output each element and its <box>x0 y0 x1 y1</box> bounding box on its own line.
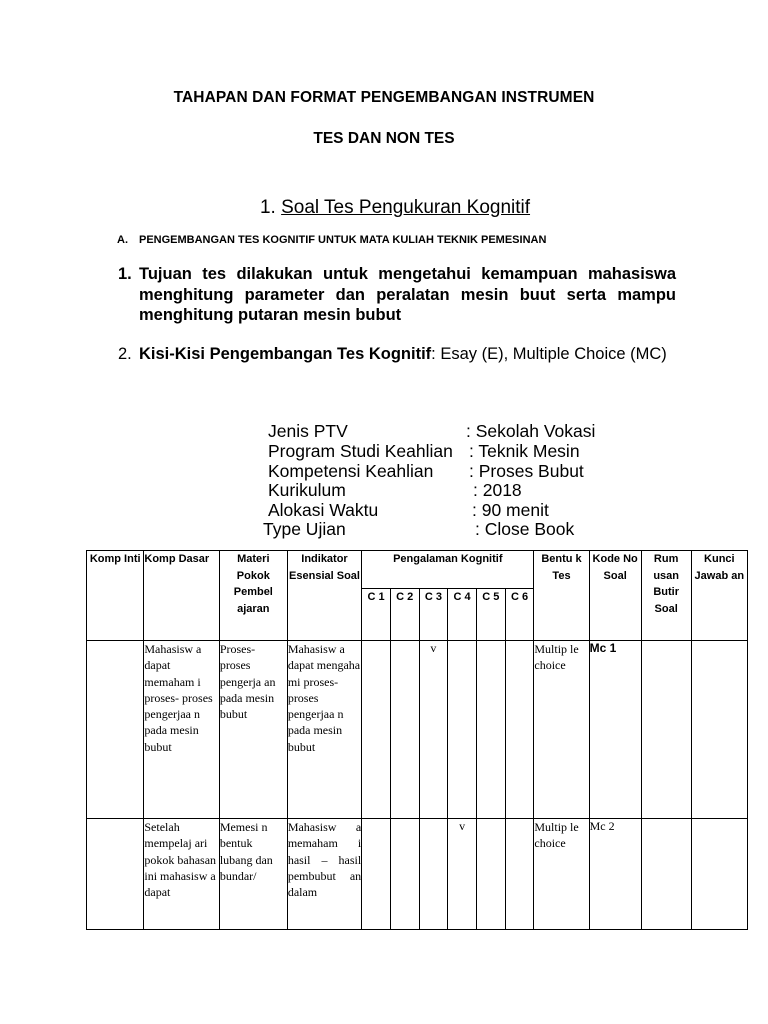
cell-c4 <box>448 641 477 819</box>
list-item-2-text <box>139 344 676 365</box>
cell-bentuk: Multip le choice <box>534 641 589 819</box>
cell-kunci <box>691 641 747 819</box>
header-materi: Materi Pokok Pembel ajaran <box>219 551 287 641</box>
cell-materi: Proses- proses pengerja an pada mesin bubut <box>219 641 287 819</box>
info-label-kompetensi: Kompetensi Keahlian <box>268 461 434 481</box>
header-indikator: Indikator Esensial Soal <box>287 551 361 641</box>
info-label-alokasi: Alokasi Waktu <box>268 500 379 520</box>
header-c5: C 5 <box>476 589 505 641</box>
info-value-jenis: : Sekolah Vokasi <box>466 421 596 441</box>
cell-kode <box>589 641 641 819</box>
info-label-kurikulum: Kurikulum <box>268 480 346 500</box>
table-row <box>87 819 748 930</box>
section-title: Soal Tes Pengukuran Kognitif <box>281 197 531 218</box>
cell-indikator: Mahasisw a memaham i hasil – hasil pembubut an dalam <box>287 819 361 930</box>
cell-c2 <box>390 819 419 930</box>
info-value-type: : Close Book <box>475 519 575 539</box>
instrument-table <box>86 550 748 930</box>
cell-c6 <box>505 641 534 819</box>
info-label-type: Type Ujian <box>263 519 346 539</box>
cell-c1 <box>362 641 391 819</box>
list-item-1-number: 1. <box>118 265 132 283</box>
header-c6: C 6 <box>505 589 534 641</box>
header-c2: C 2 <box>390 589 419 641</box>
cell-rumusan <box>641 819 691 930</box>
cell-komp-inti <box>87 819 144 930</box>
header-bentuk: Bentu k Tes <box>534 551 589 641</box>
document-title: TAHAPAN DAN FORMAT PENGEMBANGAN INSTRUMEN <box>173 89 595 106</box>
header-pengalaman: Pengalaman Kognitif <box>362 551 534 589</box>
cell-c4: v <box>448 819 477 930</box>
info-value-alokasi: : 90 menit <box>472 500 549 520</box>
cell-c3: v <box>419 641 448 819</box>
header-c4: C 4 <box>448 589 477 641</box>
header-komp-inti: Komp Inti <box>87 551 144 641</box>
header-kode: Kode No Soal <box>589 551 641 641</box>
cell-bentuk: Multip le choice <box>534 819 589 930</box>
section-number: 1. <box>259 197 276 218</box>
cell-c5 <box>476 641 505 819</box>
document-subtitle: TES DAN NON TES <box>313 130 455 147</box>
list-item-2-number: 2. <box>118 345 132 363</box>
cell-komp-dasar: Setelah mempelaj ari pokok bahasan ini mahasisw a dapat <box>144 819 219 930</box>
header-c1: C 1 <box>362 589 391 641</box>
list-item-2-rest: : Esay (E), Multiple Choice (MC) <box>431 345 667 363</box>
list-item-1 <box>118 264 676 326</box>
cell-indikator: Mahasisw a dapat mengaha mi proses- proses pengerjaa n pada mesin bubut <box>287 641 361 819</box>
sub-heading-text: PENGEMBANGAN TES KOGNITIF UNTUK MATA KULIAH TEKNIK PEMESINAN <box>139 234 547 246</box>
cell-materi: Memesi n bentuk lubang dan bundar/ <box>219 819 287 930</box>
header-komp-dasar: Komp Dasar <box>144 551 219 641</box>
cell-rumusan <box>641 641 691 819</box>
info-value-prodi: : Teknik Mesin <box>469 441 580 461</box>
header-kunci: Kunci Jawab an <box>691 551 747 641</box>
info-value-kurikulum: : 2018 <box>473 480 522 500</box>
section-heading <box>0 197 768 219</box>
cell-kode: Mc 2 <box>589 819 641 930</box>
cell-komp-inti <box>87 641 144 819</box>
cell-kunci <box>691 819 747 930</box>
cell-c3 <box>419 819 448 930</box>
header-rumusan: Rum usan Butir Soal <box>641 551 691 641</box>
info-label-jenis: Jenis PTV <box>268 421 348 441</box>
cell-c2 <box>390 641 419 819</box>
info-label-prodi: Program Studi Keahlian <box>268 441 453 461</box>
list-item-1-text: Tujuan tes dilakukan untuk mengetahui kemampuan mahasiswa menghitung parameter dan peralatan mesin buut serta mampu menghitung putaran mesin bubut <box>139 265 676 324</box>
cell-c1 <box>362 819 391 930</box>
list-item-2 <box>118 344 676 365</box>
cell-c6 <box>505 819 534 930</box>
header-c3: C 3 <box>419 589 448 641</box>
cell-kode-text: Mc 1 <box>589 641 617 655</box>
sub-heading-label: A. <box>117 234 128 246</box>
sub-heading <box>117 234 546 246</box>
table-row <box>87 641 748 819</box>
info-value-kompetensi: : Proses Bubut <box>469 461 584 481</box>
cell-c5 <box>476 819 505 930</box>
list-item-2-bold: Kisi-Kisi Pengembangan Tes Kognitif <box>139 345 432 363</box>
cell-komp-dasar: Mahasisw a dapat memaham i proses- proses pengerjaa n pada mesin bubut <box>144 641 219 819</box>
